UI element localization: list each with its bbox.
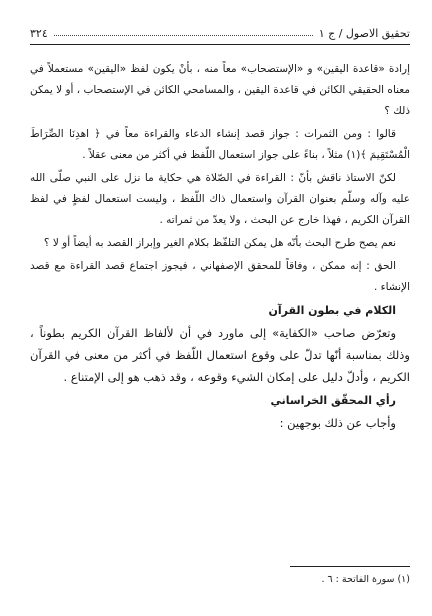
section-1-text: وتعرّض صاحب «الكفاية» إلى ماورد في أن لألفاظ القرآن الكريم بطوناً ، وذلك بمناسبة أنّها تدلّ على وقوع استعمال اللّفظ في أكثر من معنى في القرآن الكريم ، وأدلّ دليل على إمكان الشيء وقوعه ، وقد ذهب هو إلى الإمتناع . xyxy=(30,326,410,384)
section-heading-quran-inner-meanings: الكلام في بطون القرآن xyxy=(268,304,396,317)
footnote-rule xyxy=(290,566,410,567)
paragraph-1: إرادة «قاعدة اليقين» و «الإستصحاب» معاً منه ، بأنْ يكون لفظ «اليقين» مستعملاً في معناه الحقيقي الكائن في قاعدة اليقين ، والمسامحي الكائن في الإستصحاب ، أو لا يمكن ذلك ؟ xyxy=(30,63,410,117)
running-title: تحقيق الاصول / ج ١ xyxy=(318,27,410,40)
header-dot-leader xyxy=(54,35,313,36)
paragraph-4: نعم يصح طرح البحث بأنّه هل يمكن التلفّظ بكلام الغير وإبراز القصد به أيضاً أو لا ؟ xyxy=(43,237,396,249)
paragraph-2: قالوا : ومن الثمرات : جواز قصد إنشاء الدعاء والقراءة معاً في ﴿ اهدِنَا الصِّرَاطَ الْمُسْتَقِيمَ ﴾(١) مثلاً ، بناءً على جواز استعمال اللّفظ في أكثر من معنى عقلاً . xyxy=(30,128,410,161)
book-page xyxy=(30,22,410,602)
paragraph-3: لكنّ الاستاذ ناقش بأنّ : القراءة في الصّلاة هي حكاية ما نزل على النبي صلّى الله عليه وآله وسلّم بعنوان القرآن واستعمال ذاك اللّفظ ، وليست استعمال لفظٍ في لفظ القرآن الكريم ، فهذا خارج عن البحث ، ولا يعدّ من ثمراته . xyxy=(30,172,410,226)
page-number: ٣٢٤ xyxy=(30,27,48,40)
page-header xyxy=(30,22,410,40)
section-heading-khorasani-opinion: رأي المحقّق الخراساني xyxy=(270,394,396,407)
section-2-text: وأجاب عن ذلك بوجهين : xyxy=(279,416,396,430)
footnote: (١) سورة الفاتحة : ٦ . xyxy=(321,574,410,585)
header-rule xyxy=(30,44,410,45)
paragraph-5: الحق : إنه ممكن ، وفاقاً للمحقق الإصفهاني ، فيجوز اجتماع قصد القراءة مع قصد الإنشاء . xyxy=(30,260,410,293)
page-body xyxy=(30,59,410,434)
